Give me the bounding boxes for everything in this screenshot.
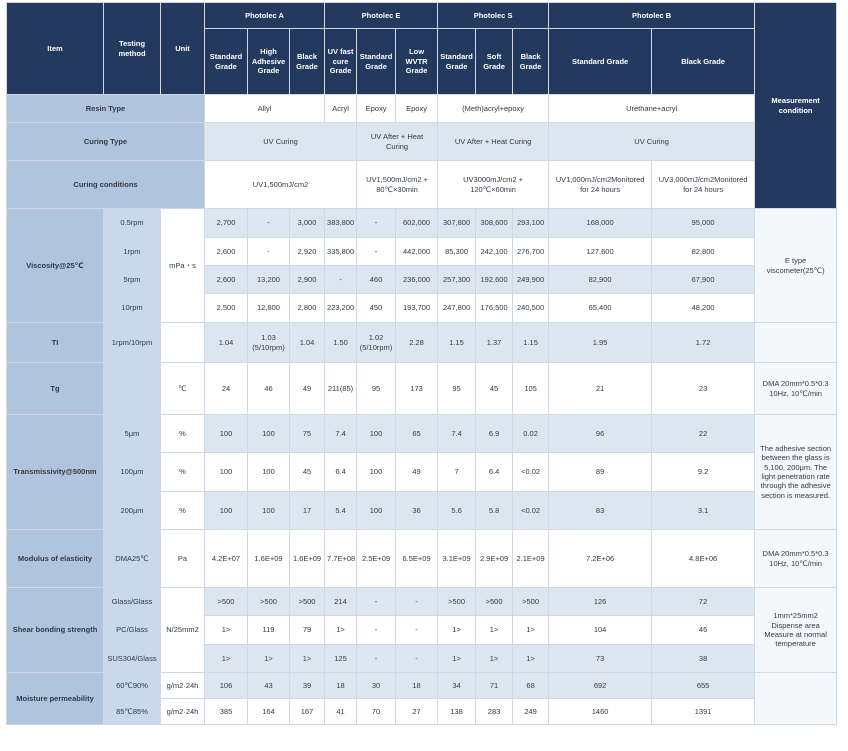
value-cell: 75 bbox=[290, 415, 325, 453]
unit-cell bbox=[161, 323, 205, 363]
unit-cell: g/m2·24h bbox=[161, 673, 205, 699]
value-cell: 95 bbox=[438, 363, 476, 415]
value-cell: 5.8 bbox=[476, 492, 513, 530]
grade-header: Black Grade bbox=[290, 29, 325, 95]
grade-header: Black Grade bbox=[652, 29, 755, 95]
value-cell: 89 bbox=[549, 453, 652, 492]
value-cell: - bbox=[357, 616, 396, 645]
value-cell: 49 bbox=[290, 363, 325, 415]
value-cell: 45 bbox=[290, 453, 325, 492]
value-cell: 192,600 bbox=[476, 266, 513, 294]
value-cell: 692 bbox=[549, 673, 652, 699]
value-cell: 214 bbox=[325, 588, 357, 616]
value-cell: 2,500 bbox=[205, 294, 248, 323]
value-cell: 96 bbox=[549, 415, 652, 453]
value-cell: 6.4 bbox=[476, 453, 513, 492]
value-cell: 3,000 bbox=[290, 209, 325, 238]
value-cell: 85,300 bbox=[438, 238, 476, 266]
unit-cell: ℃ bbox=[161, 363, 205, 415]
value-cell: 167 bbox=[290, 699, 325, 725]
value-cell: 335,800 bbox=[325, 238, 357, 266]
value-cell: 2,700 bbox=[205, 209, 248, 238]
value-cell: 1.03 (5/10rpm) bbox=[248, 323, 290, 363]
value-cell: 6.5E+09 bbox=[396, 530, 438, 588]
value-cell: <0.02 bbox=[513, 492, 549, 530]
value-cell: 193,700 bbox=[396, 294, 438, 323]
value-cell: 283 bbox=[476, 699, 513, 725]
value-cell: 100 bbox=[248, 415, 290, 453]
value-cell: 602,000 bbox=[396, 209, 438, 238]
value-cell: 72 bbox=[652, 588, 755, 616]
value-cell: 4.8E+06 bbox=[652, 530, 755, 588]
testing-method-header: Testing method bbox=[104, 3, 161, 95]
value-cell: 17 bbox=[290, 492, 325, 530]
testing-method-cell: 200μm bbox=[104, 492, 161, 530]
value-cell: 73 bbox=[549, 645, 652, 673]
value-cell: 168,000 bbox=[549, 209, 652, 238]
value-cell: 2,600 bbox=[205, 266, 248, 294]
ti-label: TI bbox=[7, 323, 104, 363]
resin-type-value: Epoxy bbox=[396, 95, 438, 123]
value-cell: 2.1E+09 bbox=[513, 530, 549, 588]
value-cell: 24 bbox=[205, 363, 248, 415]
value-cell: 71 bbox=[476, 673, 513, 699]
value-cell: 100 bbox=[357, 492, 396, 530]
testing-method-cell: Glass/Glass bbox=[104, 588, 161, 616]
modulus-label: Modulus of elasticity bbox=[7, 530, 104, 588]
value-cell: 247,800 bbox=[438, 294, 476, 323]
testing-method-cell: 1rpm bbox=[104, 238, 161, 266]
value-cell: 1460 bbox=[549, 699, 652, 725]
unit-cell: % bbox=[161, 415, 205, 453]
value-cell: 13,200 bbox=[248, 266, 290, 294]
group-header-photolec-b: Photolec B bbox=[549, 3, 755, 29]
testing-method-cell: 5μm bbox=[104, 415, 161, 453]
curing-conditions-value: UV1,000mJ/cm2Monitored for 24 hours bbox=[549, 161, 652, 209]
testing-method-cell: DMA25℃ bbox=[104, 530, 161, 588]
value-cell: - bbox=[357, 645, 396, 673]
value-cell: 48,200 bbox=[652, 294, 755, 323]
value-cell: - bbox=[357, 209, 396, 238]
value-cell: 1.02 (5/10rpm) bbox=[357, 323, 396, 363]
value-cell: - bbox=[248, 238, 290, 266]
testing-method-cell: 85℃85% bbox=[104, 699, 161, 725]
value-cell: 100 bbox=[248, 453, 290, 492]
value-cell: 240,500 bbox=[513, 294, 549, 323]
value-cell: <0.02 bbox=[513, 453, 549, 492]
moisture-permeability-label: Moisture permeability bbox=[7, 673, 104, 725]
value-cell: 100 bbox=[205, 453, 248, 492]
value-cell: 2,920 bbox=[290, 238, 325, 266]
value-cell: 83 bbox=[549, 492, 652, 530]
curing-conditions-value: UV3,000mJ/cm2Monitored for 24 hours bbox=[652, 161, 755, 209]
value-cell: 0.02 bbox=[513, 415, 549, 453]
value-cell: 1.6E+09 bbox=[248, 530, 290, 588]
grade-header: Standard Grade bbox=[357, 29, 396, 95]
resin-type-value: (Meth)acryl+epoxy bbox=[438, 95, 549, 123]
value-cell: 307,800 bbox=[438, 209, 476, 238]
value-cell: 1.04 bbox=[290, 323, 325, 363]
measurement-condition-header: Measurement condition bbox=[755, 3, 837, 209]
value-cell: 95,000 bbox=[652, 209, 755, 238]
curing-type-value: UV After + Heat Curing bbox=[357, 123, 438, 161]
value-cell: 5.6 bbox=[438, 492, 476, 530]
value-cell: 383,800 bbox=[325, 209, 357, 238]
value-cell: 223,200 bbox=[325, 294, 357, 323]
testing-method-cell: PC/Glass bbox=[104, 616, 161, 645]
value-cell: 1> bbox=[438, 645, 476, 673]
value-cell: 242,100 bbox=[476, 238, 513, 266]
measurement-condition-cell bbox=[755, 323, 837, 363]
value-cell: 100 bbox=[357, 415, 396, 453]
resin-type-value: Acryl bbox=[325, 95, 357, 123]
value-cell: 2,800 bbox=[290, 294, 325, 323]
value-cell: 9.2 bbox=[652, 453, 755, 492]
value-cell: 100 bbox=[205, 492, 248, 530]
grade-header: Black Grade bbox=[513, 29, 549, 95]
value-cell: 105 bbox=[513, 363, 549, 415]
value-cell: 49 bbox=[396, 453, 438, 492]
value-cell: - bbox=[396, 645, 438, 673]
value-cell: 65,400 bbox=[549, 294, 652, 323]
spec-table-body bbox=[7, 3, 837, 725]
value-cell: 2.28 bbox=[396, 323, 438, 363]
value-cell: 1> bbox=[513, 645, 549, 673]
value-cell: 173 bbox=[396, 363, 438, 415]
value-cell: 1> bbox=[476, 616, 513, 645]
grade-header: Standard Grade bbox=[205, 29, 248, 95]
value-cell: 100 bbox=[205, 415, 248, 453]
value-cell: 34 bbox=[438, 673, 476, 699]
value-cell: 43 bbox=[248, 673, 290, 699]
value-cell: 450 bbox=[357, 294, 396, 323]
value-cell: 125 bbox=[325, 645, 357, 673]
value-cell: 5.4 bbox=[325, 492, 357, 530]
value-cell: 30 bbox=[357, 673, 396, 699]
value-cell: 22 bbox=[652, 415, 755, 453]
value-cell: 65 bbox=[396, 415, 438, 453]
viscosity-label: Viscosity@25℃ bbox=[7, 209, 104, 323]
measurement-condition-cell: DMA 20mm*0.5*0.3 10Hz, 10℃/min bbox=[755, 530, 837, 588]
testing-method-cell: 60℃90% bbox=[104, 673, 161, 699]
unit-cell: % bbox=[161, 453, 205, 492]
value-cell: 23 bbox=[652, 363, 755, 415]
value-cell: 460 bbox=[357, 266, 396, 294]
value-cell: 249 bbox=[513, 699, 549, 725]
value-cell: >500 bbox=[205, 588, 248, 616]
value-cell: 6.4 bbox=[325, 453, 357, 492]
value-cell: 1> bbox=[476, 645, 513, 673]
value-cell: - bbox=[396, 616, 438, 645]
resin-type-value: Allyl bbox=[205, 95, 325, 123]
value-cell: 21 bbox=[549, 363, 652, 415]
item-header: Item bbox=[7, 3, 104, 95]
value-cell: 6.9 bbox=[476, 415, 513, 453]
value-cell: 3.1 bbox=[652, 492, 755, 530]
value-cell: 119 bbox=[248, 616, 290, 645]
unit-cell: N/25mm2 bbox=[161, 588, 205, 673]
value-cell: 655 bbox=[652, 673, 755, 699]
value-cell: 1.50 bbox=[325, 323, 357, 363]
value-cell: 1> bbox=[205, 645, 248, 673]
value-cell: 100 bbox=[248, 492, 290, 530]
value-cell: 106 bbox=[205, 673, 248, 699]
value-cell: - bbox=[357, 238, 396, 266]
testing-method-cell: 5rpm bbox=[104, 266, 161, 294]
value-cell: 68 bbox=[513, 673, 549, 699]
value-cell: 18 bbox=[325, 673, 357, 699]
value-cell: 104 bbox=[549, 616, 652, 645]
value-cell: 27 bbox=[396, 699, 438, 725]
value-cell: 385 bbox=[205, 699, 248, 725]
group-header-photolec-a: Photolec A bbox=[205, 3, 325, 29]
value-cell: 82,800 bbox=[652, 238, 755, 266]
shear-bonding-label: Shear bonding strength bbox=[7, 588, 104, 673]
grade-header: Low WVTR Grade bbox=[396, 29, 438, 95]
value-cell: 95 bbox=[357, 363, 396, 415]
grade-header: Standard Grade bbox=[438, 29, 476, 95]
measurement-condition-cell: DMA 20mm*0.5*0.3 10Hz, 10℃/min bbox=[755, 363, 837, 415]
curing-type-value: UV Curing bbox=[549, 123, 755, 161]
unit-cell: Pa bbox=[161, 530, 205, 588]
value-cell: 2,900 bbox=[290, 266, 325, 294]
value-cell: 100 bbox=[357, 453, 396, 492]
value-cell: 12,800 bbox=[248, 294, 290, 323]
value-cell: - bbox=[248, 209, 290, 238]
value-cell: 7.7E+08 bbox=[325, 530, 357, 588]
value-cell: 249,900 bbox=[513, 266, 549, 294]
value-cell: 36 bbox=[396, 492, 438, 530]
value-cell: 236,000 bbox=[396, 266, 438, 294]
value-cell: 257,300 bbox=[438, 266, 476, 294]
value-cell: 4.2E+07 bbox=[205, 530, 248, 588]
value-cell: 1> bbox=[290, 645, 325, 673]
value-cell: 126 bbox=[549, 588, 652, 616]
value-cell: 176,500 bbox=[476, 294, 513, 323]
unit-cell: mPa・s bbox=[161, 209, 205, 323]
value-cell: 1.72 bbox=[652, 323, 755, 363]
value-cell: 3.1E+09 bbox=[438, 530, 476, 588]
value-cell: 1.15 bbox=[513, 323, 549, 363]
value-cell: - bbox=[357, 588, 396, 616]
unit-header: Unit bbox=[161, 3, 205, 95]
curing-conditions-value: UV1,500mJ/cm2 bbox=[205, 161, 357, 209]
value-cell: 2.5E+09 bbox=[357, 530, 396, 588]
testing-method-cell: 10rpm bbox=[104, 294, 161, 323]
value-cell: 70 bbox=[357, 699, 396, 725]
value-cell: 293,100 bbox=[513, 209, 549, 238]
value-cell: 2.9E+09 bbox=[476, 530, 513, 588]
grade-header: Standard Grade bbox=[549, 29, 652, 95]
curing-conditions-value: UV1,500mJ/cm2 + 80℃×30min bbox=[357, 161, 438, 209]
value-cell: - bbox=[325, 266, 357, 294]
curing-conditions-label: Curing conditions bbox=[7, 161, 205, 209]
curing-type-label: Curing Type bbox=[7, 123, 205, 161]
value-cell: 1> bbox=[205, 616, 248, 645]
tg-label: Tg bbox=[7, 363, 104, 415]
transmissivity-label: Transmissivity@500nm bbox=[7, 415, 104, 530]
group-header-photolec-s: Photolec S bbox=[438, 3, 549, 29]
value-cell: 1> bbox=[438, 616, 476, 645]
resin-type-value: Urethane+acryl bbox=[549, 95, 755, 123]
value-cell: 67,900 bbox=[652, 266, 755, 294]
value-cell: 7.4 bbox=[325, 415, 357, 453]
value-cell: 45 bbox=[476, 363, 513, 415]
value-cell: 138 bbox=[438, 699, 476, 725]
value-cell: >500 bbox=[513, 588, 549, 616]
resin-type-value: Epoxy bbox=[357, 95, 396, 123]
value-cell: 276,700 bbox=[513, 238, 549, 266]
value-cell: >500 bbox=[438, 588, 476, 616]
value-cell: 127,600 bbox=[549, 238, 652, 266]
grade-header: High Adhesive Grade bbox=[248, 29, 290, 95]
value-cell: 46 bbox=[652, 616, 755, 645]
value-cell: 442,000 bbox=[396, 238, 438, 266]
testing-method-cell: 0.5rpm bbox=[104, 209, 161, 238]
group-header-photolec-e: Photolec E bbox=[325, 3, 438, 29]
value-cell: 1> bbox=[248, 645, 290, 673]
measurement-condition-cell: The adhesive section between the glass is 5,100, 200μm. The light penetration rate through the adhesive section is measured. bbox=[755, 415, 837, 530]
value-cell: 1.15 bbox=[438, 323, 476, 363]
value-cell: 1> bbox=[513, 616, 549, 645]
value-cell: 39 bbox=[290, 673, 325, 699]
value-cell: 1.37 bbox=[476, 323, 513, 363]
testing-method-cell: 1rpm/10rpm bbox=[104, 323, 161, 363]
grade-header: UV fast cure Grade bbox=[325, 29, 357, 95]
value-cell: 211(85) bbox=[325, 363, 357, 415]
measurement-condition-cell: E type viscometer(25℃) bbox=[755, 209, 837, 323]
measurement-condition-cell bbox=[755, 673, 837, 725]
value-cell: 1.04 bbox=[205, 323, 248, 363]
value-cell: 79 bbox=[290, 616, 325, 645]
unit-cell: g/m2·24h bbox=[161, 699, 205, 725]
curing-type-value: UV After + Heat Curing bbox=[438, 123, 549, 161]
unit-cell: % bbox=[161, 492, 205, 530]
value-cell: 164 bbox=[248, 699, 290, 725]
value-cell: 82,900 bbox=[549, 266, 652, 294]
value-cell: 7.2E+06 bbox=[549, 530, 652, 588]
value-cell: 1.95 bbox=[549, 323, 652, 363]
value-cell: 46 bbox=[248, 363, 290, 415]
testing-method-cell bbox=[104, 363, 161, 415]
value-cell: 38 bbox=[652, 645, 755, 673]
value-cell: >500 bbox=[476, 588, 513, 616]
value-cell: 2,600 bbox=[205, 238, 248, 266]
value-cell: 1.6E+09 bbox=[290, 530, 325, 588]
value-cell: - bbox=[396, 588, 438, 616]
value-cell: 41 bbox=[325, 699, 357, 725]
value-cell: 7.4 bbox=[438, 415, 476, 453]
curing-conditions-value: UV3000mJ/cm2 + 120℃×60min bbox=[438, 161, 549, 209]
testing-method-cell: 100μm bbox=[104, 453, 161, 492]
resin-type-label: Resin Type bbox=[7, 95, 205, 123]
value-cell: >500 bbox=[290, 588, 325, 616]
curing-type-value: UV Curing bbox=[205, 123, 357, 161]
value-cell: 7 bbox=[438, 453, 476, 492]
value-cell: 18 bbox=[396, 673, 438, 699]
measurement-condition-cell: 1mm*25mm2 Dispense area Measure at normal temperature bbox=[755, 588, 837, 673]
value-cell: >500 bbox=[248, 588, 290, 616]
value-cell: 1> bbox=[325, 616, 357, 645]
grade-header: Soft Grade bbox=[476, 29, 513, 95]
value-cell: 308,600 bbox=[476, 209, 513, 238]
value-cell: 1391 bbox=[652, 699, 755, 725]
spec-table bbox=[6, 2, 837, 725]
testing-method-cell: SUS304/Glass bbox=[104, 645, 161, 673]
